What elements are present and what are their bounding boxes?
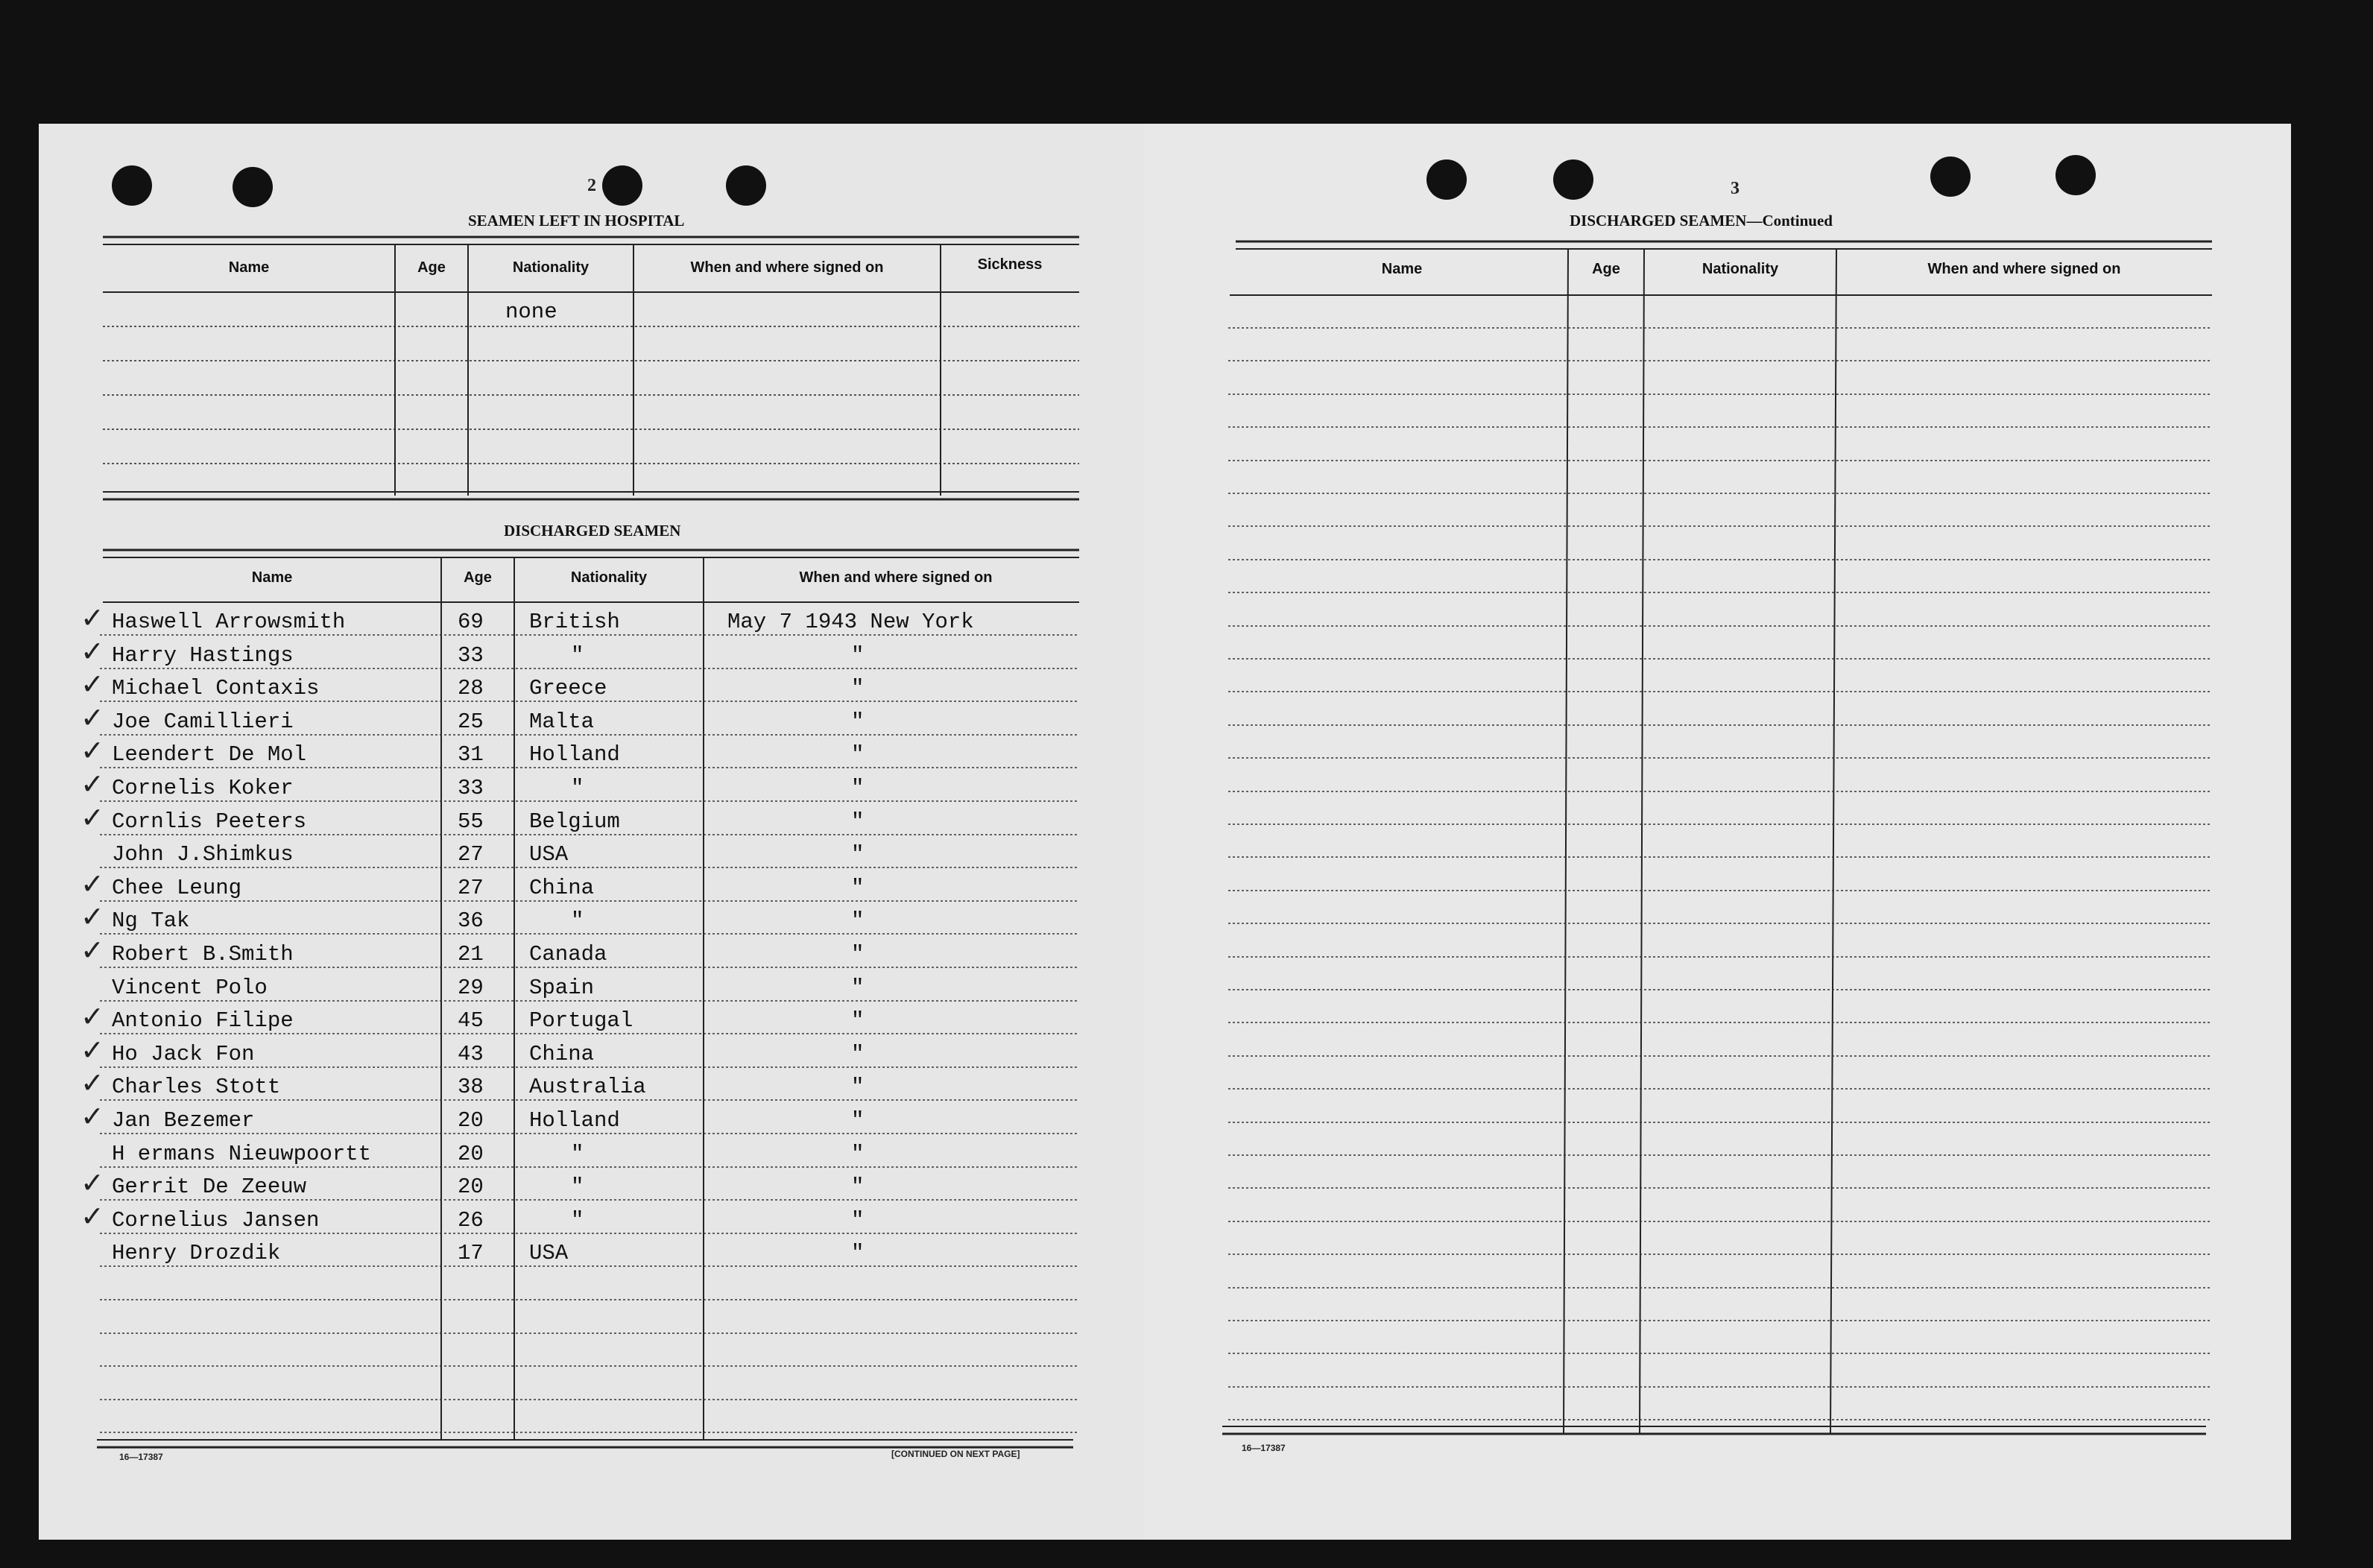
column-header-nationality: Nationality: [1701, 261, 1779, 277]
column-header-name: Name: [251, 569, 293, 586]
checkmark-icon: ✓: [80, 734, 104, 767]
age-cell: 27: [458, 842, 484, 867]
nationality-cell: Belgium: [529, 809, 620, 834]
page-number: 2: [587, 176, 596, 195]
checkmark-icon: ✓: [80, 1000, 104, 1033]
nationality-cell: Portugal: [529, 1008, 633, 1033]
age-cell: 36: [458, 908, 484, 933]
nationality-cell: USA: [529, 842, 569, 867]
section-title-discharged: DISCHARGED SEAMEN: [504, 522, 681, 540]
checkmark-icon: ✓: [80, 768, 104, 800]
name-cell: Antonio Filipe: [112, 1008, 294, 1033]
signed-on-cell: ": [851, 1241, 865, 1265]
name-cell: Jan Bezemer: [112, 1108, 255, 1133]
age-cell: 45: [458, 1008, 484, 1033]
checkmark-icon: ✓: [80, 601, 104, 634]
column-header-age: Age: [464, 569, 492, 586]
column-header-age: Age: [1592, 261, 1620, 277]
age-cell: 20: [458, 1142, 484, 1166]
age-cell: 27: [458, 876, 484, 900]
checkmark-icon: ✓: [80, 900, 104, 933]
age-cell: 31: [458, 742, 484, 767]
column-header-name: Name: [228, 259, 270, 276]
signed-on-cell: ": [851, 908, 865, 933]
signed-on-cell: May 7 1943 New York: [727, 610, 974, 634]
page-number: 3: [1731, 179, 1740, 198]
age-cell: 25: [458, 709, 484, 734]
name-cell: Haswell Arrowsmith: [112, 610, 346, 634]
checkmark-icon: ✓: [80, 801, 104, 834]
age-cell: 38: [458, 1075, 484, 1099]
age-cell: 26: [458, 1208, 484, 1233]
signed-on-cell: ": [851, 1208, 865, 1233]
nationality-cell: ": [571, 1175, 584, 1199]
age-cell: 29: [458, 976, 484, 1000]
signed-on-cell: ": [851, 1175, 865, 1199]
checkmark-icon: ✓: [80, 1100, 104, 1133]
signed-on-cell: ": [851, 876, 865, 900]
signed-on-cell: ": [851, 676, 865, 701]
name-cell: Chee Leung: [112, 876, 242, 900]
checkmark-icon: ✓: [80, 1066, 104, 1099]
nationality-cell: ": [571, 1142, 584, 1166]
age-cell: 33: [458, 643, 484, 668]
signed-on-cell: ": [851, 809, 865, 834]
age-cell: 20: [458, 1108, 484, 1133]
nationality-cell: Greece: [529, 676, 607, 701]
age-cell: 69: [458, 610, 484, 634]
name-cell: Harry Hastings: [112, 643, 294, 668]
name-cell: Charles Stott: [112, 1075, 281, 1099]
signed-on-cell: ": [851, 1008, 865, 1033]
age-cell: 21: [458, 942, 484, 967]
signed-on-cell: ": [851, 1075, 865, 1099]
column-header-nationality: Nationality: [570, 569, 648, 586]
nationality-cell: ": [571, 1208, 584, 1233]
column-header-name: Name: [1381, 261, 1423, 277]
column-header-signed-on: When and where signed on: [799, 569, 993, 586]
column-header-nationality: Nationality: [512, 259, 590, 276]
checkmark-icon: ✓: [80, 668, 104, 701]
nationality-cell: ": [571, 643, 584, 668]
checkmark-icon: ✓: [80, 701, 104, 734]
signed-on-cell: ": [851, 776, 865, 800]
name-cell: Gerrit De Zeeuw: [112, 1175, 307, 1199]
name-cell: Cornelius Jansen: [112, 1208, 320, 1233]
checkmark-icon: ✓: [80, 867, 104, 900]
name-cell: Cornelis Koker: [112, 776, 294, 800]
hospital-entry-none: none: [505, 300, 557, 324]
signed-on-cell: ": [851, 842, 865, 867]
signed-on-cell: ": [851, 942, 865, 967]
signed-on-cell: ": [851, 709, 865, 734]
signed-on-cell: ": [851, 1142, 865, 1166]
name-cell: H ermans Nieuwpoortt: [112, 1142, 372, 1166]
nationality-cell: ": [571, 776, 584, 800]
section-title-hospital: SEAMEN LEFT IN HOSPITAL: [468, 212, 685, 230]
name-cell: Ho Jack Fon: [112, 1042, 255, 1066]
continued-note: [CONTINUED ON NEXT PAGE]: [891, 1449, 1020, 1459]
nationality-cell: Canada: [529, 942, 607, 967]
checkmark-icon: ✓: [80, 635, 104, 668]
nationality-cell: China: [529, 876, 595, 900]
age-cell: 17: [458, 1241, 484, 1265]
age-cell: 55: [458, 809, 484, 834]
column-header-signed-on: When and where signed on: [1927, 261, 2121, 277]
name-cell: Leendert De Mol: [112, 742, 307, 767]
column-header-sickness: Sickness: [977, 256, 1043, 273]
checkmark-icon: ✓: [80, 1034, 104, 1066]
signed-on-cell: ": [851, 643, 865, 668]
name-cell: Ng Tak: [112, 908, 190, 933]
signed-on-cell: ": [851, 742, 865, 767]
name-cell: Henry Drozdik: [112, 1241, 281, 1265]
signed-on-cell: ": [851, 1042, 865, 1066]
nationality-cell: Malta: [529, 709, 595, 734]
age-cell: 20: [458, 1175, 484, 1199]
signed-on-cell: ": [851, 1108, 865, 1133]
name-cell: Cornlis Peeters: [112, 809, 307, 834]
nationality-cell: British: [529, 610, 620, 634]
nationality-cell: Holland: [529, 1108, 620, 1133]
age-cell: 43: [458, 1042, 484, 1066]
nationality-cell: ": [571, 908, 584, 933]
column-header-age: Age: [417, 259, 446, 276]
nationality-cell: China: [529, 1042, 595, 1066]
signed-on-cell: ": [851, 976, 865, 1000]
name-cell: Robert B.Smith: [112, 942, 294, 967]
form-number: 16—17387: [119, 1452, 163, 1462]
checkmark-icon: ✓: [80, 1200, 104, 1233]
name-cell: Michael Contaxis: [112, 676, 320, 701]
name-cell: Joe Camillieri: [112, 709, 294, 734]
column-header-signed-on: When and where signed on: [690, 259, 884, 276]
nationality-cell: Spain: [529, 976, 595, 1000]
name-cell: Vincent Polo: [112, 976, 268, 1000]
nationality-cell: Australia: [529, 1075, 646, 1099]
form-number: 16—17387: [1242, 1443, 1286, 1453]
age-cell: 33: [458, 776, 484, 800]
nationality-cell: Holland: [529, 742, 620, 767]
age-cell: 28: [458, 676, 484, 701]
checkmark-icon: ✓: [80, 1166, 104, 1199]
section-title-discharged-continued: DISCHARGED SEAMEN—Continued: [1570, 212, 1833, 230]
name-cell: John J.Shimkus: [112, 842, 294, 867]
checkmark-icon: ✓: [80, 934, 104, 967]
nationality-cell: USA: [529, 1241, 569, 1265]
